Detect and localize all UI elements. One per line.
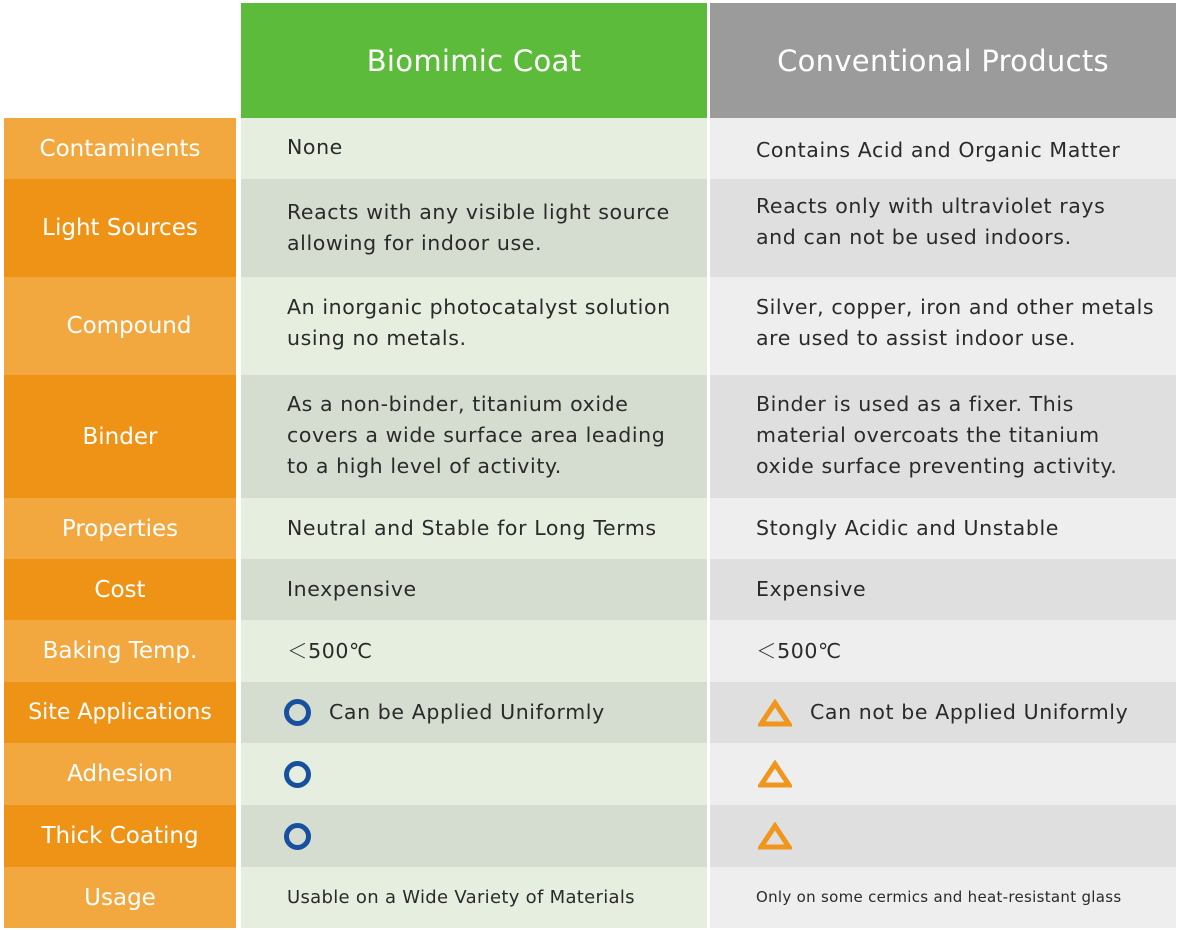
cell-text: Expensive	[756, 577, 867, 601]
table-row-baking-temp	[4, 620, 1176, 682]
row-label: Contaminents	[4, 118, 236, 179]
table-row-compound	[4, 277, 1176, 375]
table-row-thick-coating	[4, 805, 1176, 867]
cell-text: An inorganic photocatalyst solution using no metals.	[287, 295, 671, 350]
cell-biomimic	[241, 620, 707, 682]
cell-biomimic	[241, 559, 707, 620]
row-label: Properties	[4, 498, 236, 559]
cell-conventional	[710, 498, 1176, 559]
table-row-adhesion	[4, 743, 1176, 805]
cell-text: Silver, copper, iron and other metals are used to assist indoor use.	[756, 295, 1155, 350]
triangle-icon	[758, 822, 792, 850]
cell-biomimic	[241, 277, 707, 375]
cell-biomimic	[241, 375, 707, 498]
cell-conventional	[710, 682, 1176, 743]
cell-conventional	[710, 805, 1176, 867]
cell-conventional	[710, 620, 1176, 682]
cell-text: None	[287, 135, 343, 159]
cell-text: Reacts with any visible light source allowing for indoor use.	[287, 200, 670, 255]
cell-text: Neutral and Stable for Long Terms	[287, 516, 657, 540]
row-label: Thick Coating	[4, 805, 236, 867]
header-conventional-products	[710, 3, 1176, 118]
row-label: Binder	[4, 375, 236, 498]
triangle-icon	[758, 760, 792, 788]
cell-text: As a non-binder, titanium oxide covers a wide surface area leading to a high level of activity.	[287, 392, 666, 478]
cell-conventional	[710, 375, 1176, 498]
cell-biomimic	[241, 498, 707, 559]
table-row-site-applications	[4, 682, 1176, 743]
cell-conventional	[710, 179, 1176, 277]
cell-text: Reacts only with ultraviolet rays and can not be used indoors.	[756, 194, 1106, 249]
table-row-properties	[4, 498, 1176, 559]
row-label: Site Applications	[4, 682, 236, 743]
circle-icon	[284, 823, 311, 850]
cell-biomimic	[241, 805, 707, 867]
cell-biomimic	[241, 179, 707, 277]
cell-biomimic	[241, 118, 707, 179]
cell-text: Only on some cermics and heat-resistant glass	[756, 888, 1122, 906]
cell-conventional	[710, 743, 1176, 805]
cell-biomimic	[241, 682, 707, 743]
cell-text: Usable on a Wide Variety of Materials	[287, 887, 635, 908]
header-biomimic-coat	[241, 3, 707, 118]
cell-text: Can not be Applied Uniformly	[810, 700, 1129, 724]
table-row-light-sources	[4, 179, 1176, 277]
cell-conventional	[710, 559, 1176, 620]
header-biomimic-label: Biomimic Coat	[366, 43, 582, 78]
header-conventional-label: Conventional Products	[777, 43, 1109, 78]
triangle-icon	[758, 699, 792, 727]
circle-icon	[284, 699, 311, 726]
row-label: Baking Temp.	[4, 620, 236, 682]
cell-text: Stongly Acidic and Unstable	[756, 516, 1059, 540]
row-label: Cost	[4, 559, 236, 620]
row-label: Light Sources	[4, 179, 236, 277]
circle-icon	[284, 761, 311, 788]
cell-conventional	[710, 277, 1176, 375]
cell-text: Can be Applied Uniformly	[329, 700, 605, 724]
cell-text: Contains Acid and Organic Matter	[756, 138, 1121, 162]
cell-biomimic	[241, 867, 707, 928]
row-label: Adhesion	[4, 743, 236, 805]
row-label: Usage	[4, 867, 236, 928]
cell-text: Inexpensive	[287, 577, 417, 601]
cell-text: ＜500℃	[756, 638, 842, 663]
cell-text: ＜500℃	[287, 638, 373, 663]
row-label: Compound	[4, 277, 236, 375]
cell-biomimic	[241, 743, 707, 805]
table-row-usage	[4, 867, 1176, 928]
cell-conventional	[710, 867, 1176, 928]
cell-conventional	[710, 118, 1176, 179]
table-row-cost	[4, 559, 1176, 620]
table-row-contaminents	[4, 118, 1176, 179]
cell-text: Binder is used as a fixer. This material overcoats the titanium oxide surface preventing activity.	[756, 392, 1118, 478]
table-row-binder	[4, 375, 1176, 498]
